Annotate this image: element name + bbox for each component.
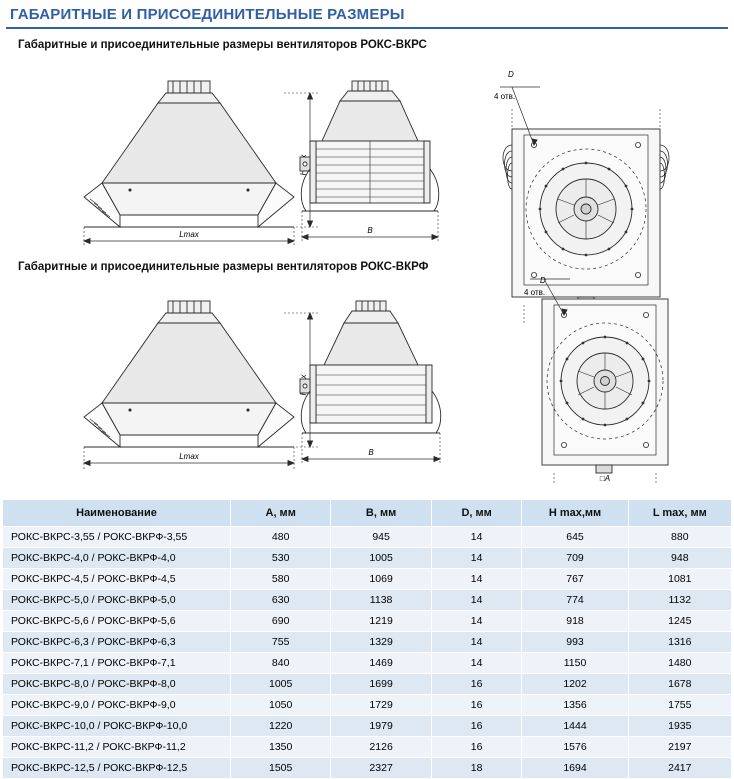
- th-b: B, мм: [331, 500, 431, 527]
- th-d: D, мм: [431, 500, 522, 527]
- cell-a: 1350: [230, 737, 330, 758]
- cell-d: 16: [431, 695, 522, 716]
- label-l-max-vkrs: Lmax: [179, 230, 199, 239]
- table-body: [3, 527, 732, 779]
- cell-name: РОКС-ВКРС-9,0 / РОКС-ВКРФ-9,0: [3, 695, 231, 716]
- th-l: L max, мм: [628, 500, 731, 527]
- cell-name: РОКС-ВКРС-4,5 / РОКС-ВКРФ-4,5: [3, 569, 231, 590]
- cell-a: 1050: [230, 695, 330, 716]
- cell-name: РОКС-ВКРС-5,6 / РОКС-ВКРФ-5,6: [3, 611, 231, 632]
- cell-a: 1005: [230, 674, 330, 695]
- cell-l: 1678: [628, 674, 731, 695]
- cell-a: 1220: [230, 716, 330, 737]
- vkrf-top-view: [500, 277, 720, 487]
- cell-l: 948: [628, 548, 731, 569]
- cell-name: РОКС-ВКРС-3,55 / РОКС-ВКРФ-3,55: [3, 527, 231, 548]
- vkrf-side-view: [290, 285, 490, 480]
- cell-a: 755: [230, 632, 330, 653]
- vkrf-front-view: [70, 285, 300, 480]
- spec-table: [2, 499, 732, 779]
- cell-a: 1505: [230, 758, 330, 779]
- table-header-row: [3, 500, 732, 527]
- label-holes-vkrs: 4 отв.: [494, 92, 516, 101]
- cell-l: 1081: [628, 569, 731, 590]
- cell-b: 2126: [331, 737, 431, 758]
- section-title-vkrf: Габаритные и присоединительные размеры вентиляторов РОКС-ВКРФ: [18, 261, 429, 273]
- cell-b: 1469: [331, 653, 431, 674]
- cell-b: 1069: [331, 569, 431, 590]
- cell-h: 1444: [522, 716, 628, 737]
- cell-h: 993: [522, 632, 628, 653]
- cell-l: 1245: [628, 611, 731, 632]
- cell-d: 14: [431, 569, 522, 590]
- cell-d: 14: [431, 611, 522, 632]
- vkrs-side-view: [290, 65, 490, 255]
- cell-b: 1219: [331, 611, 431, 632]
- cell-name: РОКС-ВКРС-7,1 / РОКС-ВКРФ-7,1: [3, 653, 231, 674]
- table-row: [3, 527, 732, 548]
- label-a-vkrf: □A: [599, 474, 611, 483]
- cell-b: 1138: [331, 590, 431, 611]
- cell-a: 840: [230, 653, 330, 674]
- cell-l: 1316: [628, 632, 731, 653]
- cell-l: 1755: [628, 695, 731, 716]
- cell-d: 16: [431, 737, 522, 758]
- cell-b: 945: [331, 527, 431, 548]
- cell-b: 1699: [331, 674, 431, 695]
- section-title-vkrs: Габаритные и присоединительные размеры вентиляторов РОКС-ВКРС: [18, 39, 427, 51]
- th-name: Наименование: [3, 500, 231, 527]
- cell-d: 14: [431, 632, 522, 653]
- table-row: [3, 695, 732, 716]
- cell-l: 1132: [628, 590, 731, 611]
- th-a: A, мм: [230, 500, 330, 527]
- table-row: [3, 716, 732, 737]
- cell-a: 530: [230, 548, 330, 569]
- cell-b: 1005: [331, 548, 431, 569]
- cell-d: 14: [431, 548, 522, 569]
- vkrs-top-view: [482, 59, 722, 259]
- cell-name: РОКС-ВКРС-11,2 / РОКС-ВКРФ-11,2: [3, 737, 231, 758]
- cell-h: 1202: [522, 674, 628, 695]
- cell-name: РОКС-ВКРС-4,0 / РОКС-ВКРФ-4,0: [3, 548, 231, 569]
- table-row: [3, 758, 732, 779]
- drawing-group-vkrs: [0, 55, 734, 251]
- cell-d: 14: [431, 527, 522, 548]
- drawing-group-vkrf: [0, 277, 734, 487]
- cell-d: 16: [431, 716, 522, 737]
- label-b-vkrf: B: [368, 448, 374, 457]
- table-row: [3, 548, 732, 569]
- cell-a: 690: [230, 611, 330, 632]
- label-d-vkrs: D: [508, 70, 514, 79]
- cell-d: 18: [431, 758, 522, 779]
- cell-h: 1694: [522, 758, 628, 779]
- label-b-vkrs: B: [367, 226, 373, 235]
- cell-h: 709: [522, 548, 628, 569]
- cell-l: 1935: [628, 716, 731, 737]
- cell-name: РОКС-ВКРС-12,5 / РОКС-ВКРФ-12,5: [3, 758, 231, 779]
- th-h: H max,мм: [522, 500, 628, 527]
- cell-a: 630: [230, 590, 330, 611]
- cell-d: 16: [431, 674, 522, 695]
- cell-name: РОКС-ВКРС-6,3 / РОКС-ВКРФ-6,3: [3, 632, 231, 653]
- cell-name: РОКС-ВКРС-8,0 / РОКС-ВКРФ-8,0: [3, 674, 231, 695]
- cell-l: 2417: [628, 758, 731, 779]
- cell-h: 918: [522, 611, 628, 632]
- table-row: [3, 611, 732, 632]
- label-holes-vkrf: 4 отв.: [524, 288, 546, 297]
- page-title: ГАБАРИТНЫЕ И ПРИСОЕДИНИТЕЛЬНЫЕ РАЗМЕРЫ: [10, 6, 405, 23]
- cell-l: 1480: [628, 653, 731, 674]
- cell-a: 580: [230, 569, 330, 590]
- cell-h: 774: [522, 590, 628, 611]
- table-row: [3, 569, 732, 590]
- cell-d: 14: [431, 653, 522, 674]
- label-l-max-vkrf: Lmax: [179, 452, 199, 461]
- cell-b: 1329: [331, 632, 431, 653]
- cell-b: 1979: [331, 716, 431, 737]
- table-row: [3, 737, 732, 758]
- table-row: [3, 674, 732, 695]
- cell-a: 480: [230, 527, 330, 548]
- cell-h: 767: [522, 569, 628, 590]
- cell-name: РОКС-ВКРС-5,0 / РОКС-ВКРФ-5,0: [3, 590, 231, 611]
- cell-b: 1729: [331, 695, 431, 716]
- table-row: [3, 590, 732, 611]
- table-row: [3, 653, 732, 674]
- cell-l: 880: [628, 527, 731, 548]
- spec-table-wrap: [0, 499, 734, 779]
- cell-l: 2197: [628, 737, 731, 758]
- vkrs-front-view: [70, 65, 300, 255]
- table-row: [3, 632, 732, 653]
- cell-h: 645: [522, 527, 628, 548]
- cell-h: 1356: [522, 695, 628, 716]
- cell-d: 14: [431, 590, 522, 611]
- cell-b: 2327: [331, 758, 431, 779]
- label-d-vkrf: D: [540, 276, 546, 285]
- cell-h: 1150: [522, 653, 628, 674]
- cell-h: 1576: [522, 737, 628, 758]
- cell-name: РОКС-ВКРС-10,0 / РОКС-ВКРФ-10,0: [3, 716, 231, 737]
